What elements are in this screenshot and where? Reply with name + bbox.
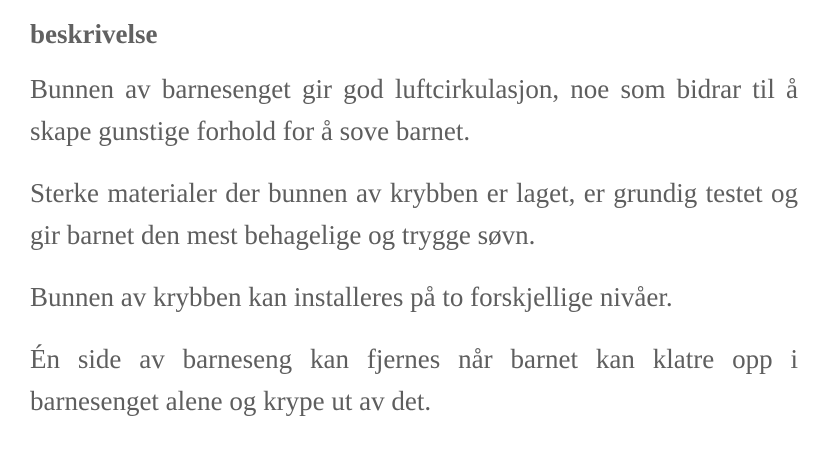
description-paragraph: Sterke materialer der bunnen av krybben er laget, er grundig testet og gir barnet den mest behagelige og trygge søvn. — [30, 178, 798, 250]
description-paragraph: Én side av barneseng kan fjernes når barnet kan klatre opp i barnesenget alene og krype ut av det. — [30, 344, 798, 416]
product-description — [30, 16, 798, 422]
description-paragraph: Bunnen av krybben kan installeres på to forskjellige nivåer. — [30, 282, 673, 312]
description-heading: beskrivelse — [30, 19, 158, 49]
description-paragraph: Bunnen av barnesenget gir god luftcirkulasjon, noe som bidrar til å skape gunstige forhold for å sove barnet. — [30, 74, 798, 146]
